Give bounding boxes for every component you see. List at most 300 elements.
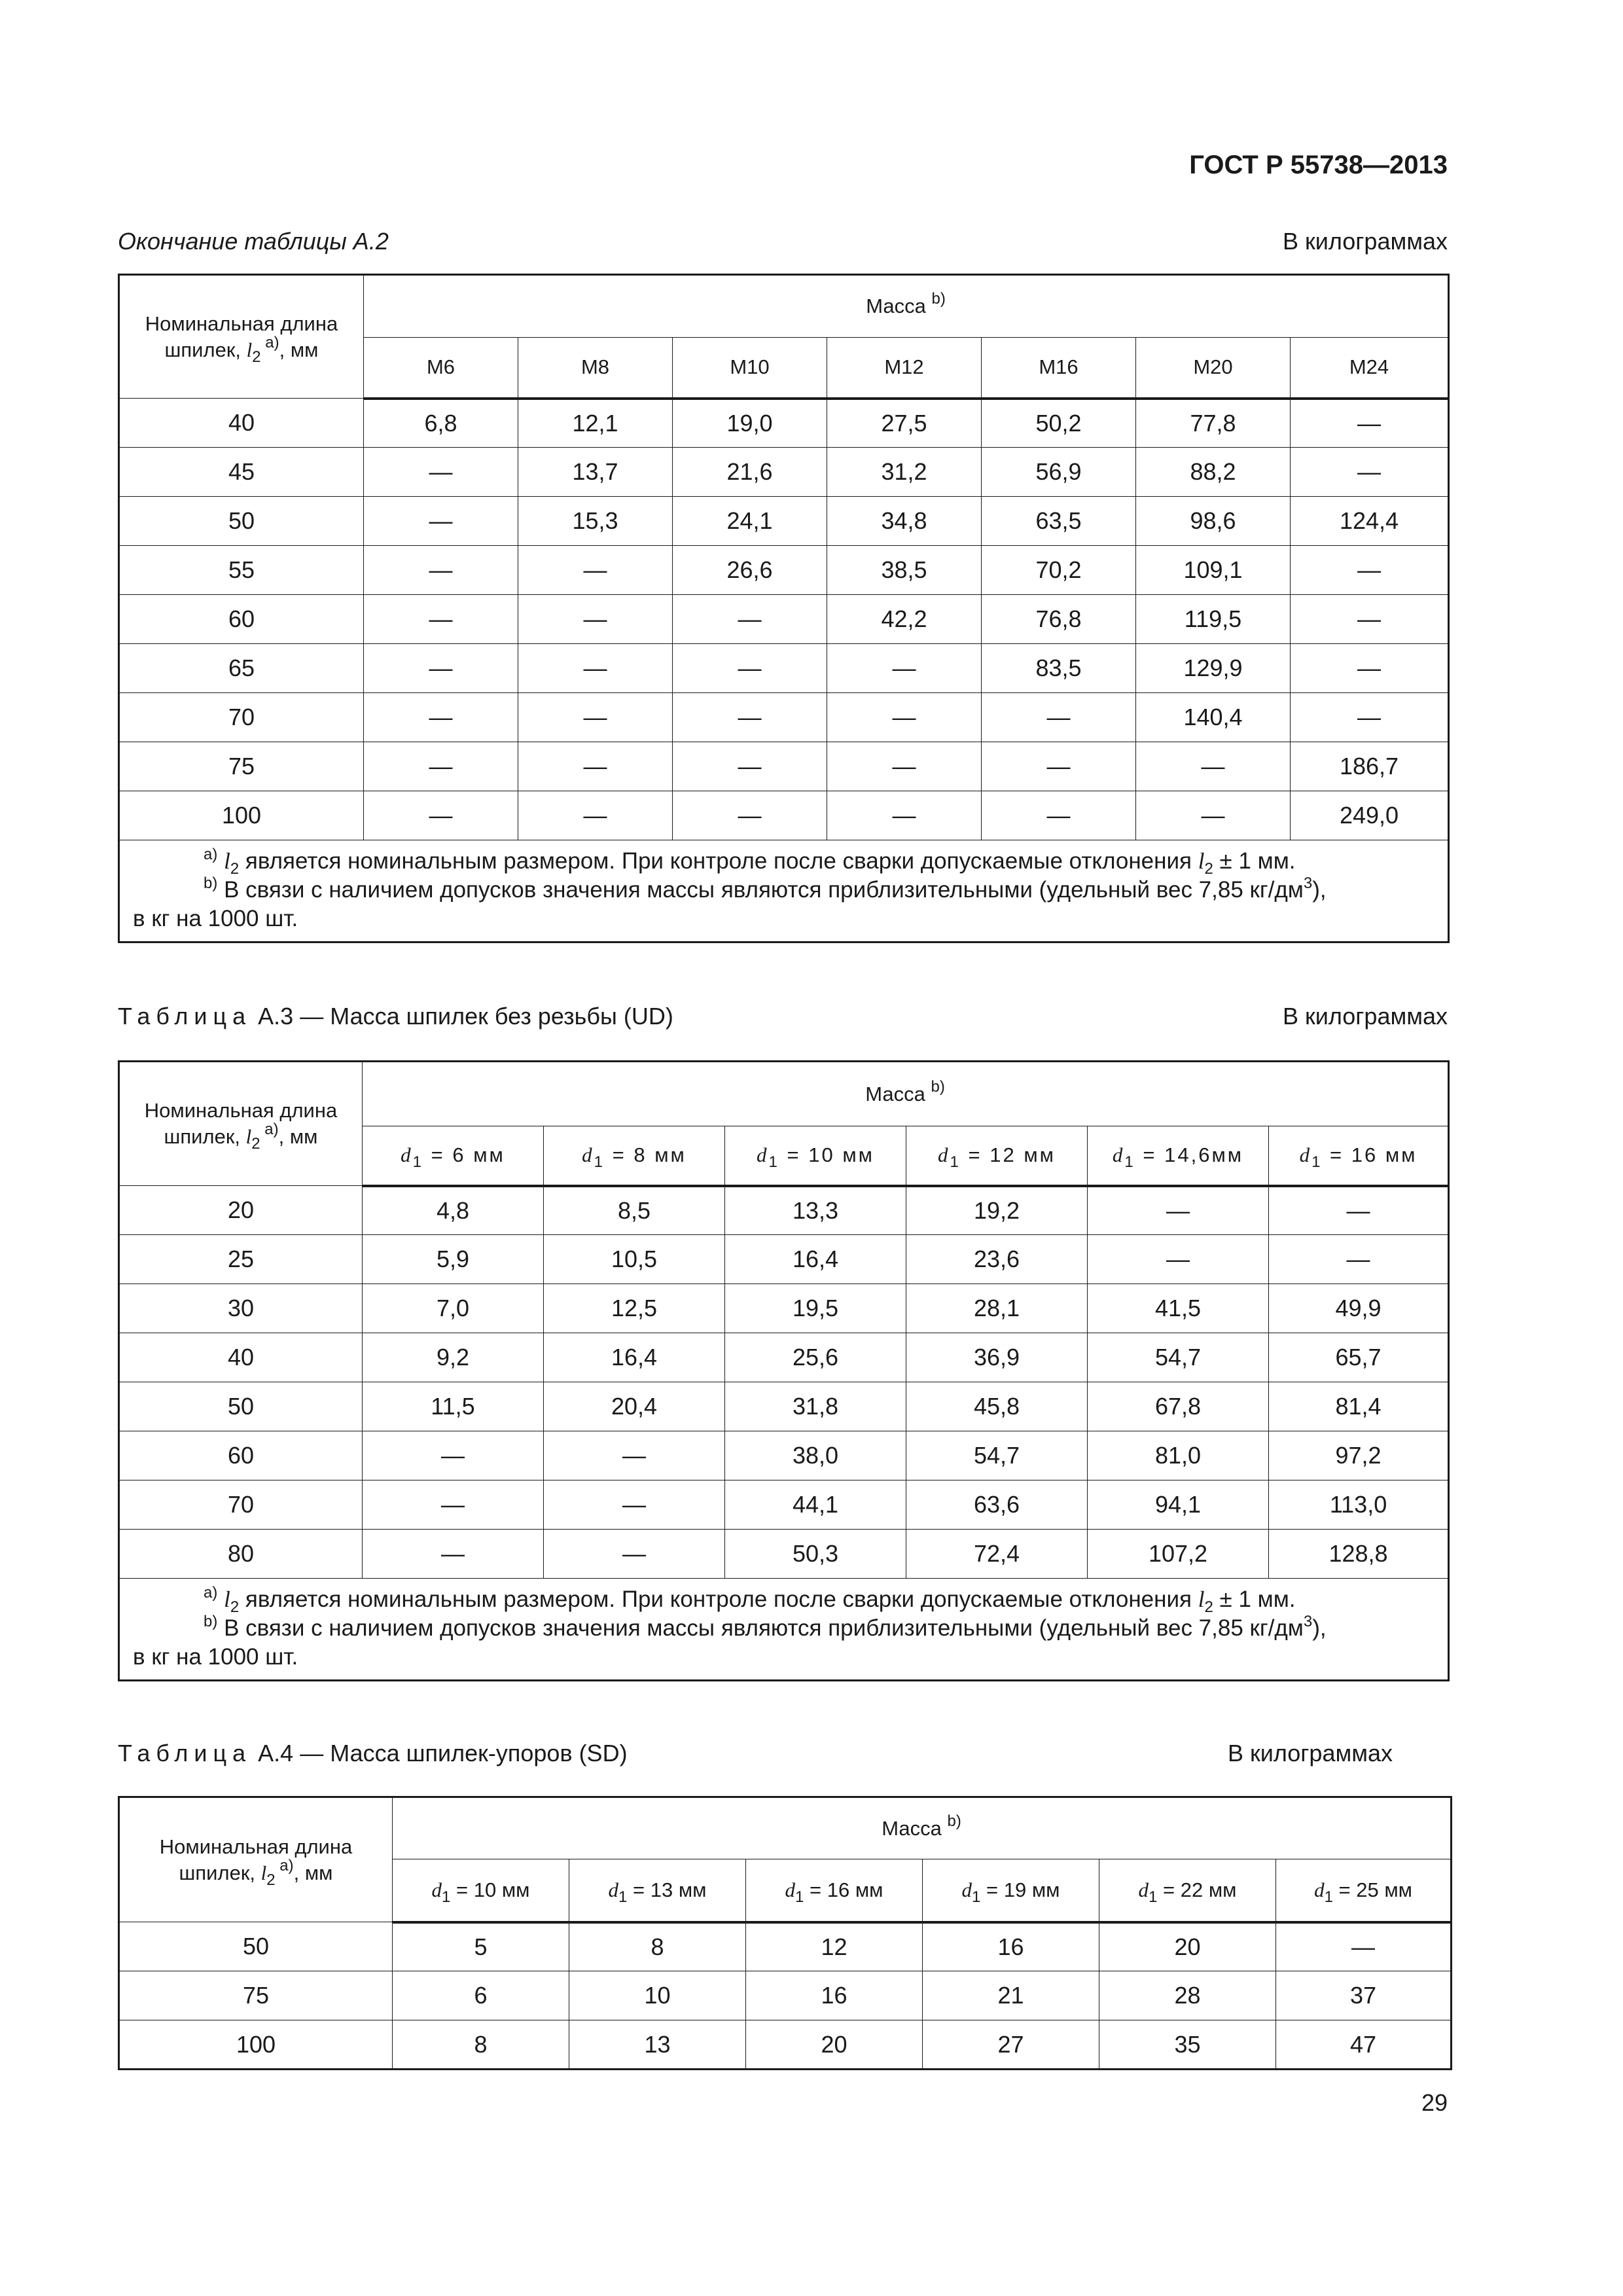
length-header-line1: Номинальная длина bbox=[144, 1099, 338, 1122]
mass-cell: 21 bbox=[923, 1971, 1099, 2020]
column-header bbox=[1088, 1126, 1269, 1186]
mass-cell: 94,1 bbox=[1088, 1480, 1269, 1530]
note-a-var2: l bbox=[1198, 848, 1205, 874]
table-a3-notes bbox=[119, 1579, 1449, 1681]
diameter-var-sub: 1 bbox=[412, 1153, 424, 1172]
diameter-var: d bbox=[961, 1878, 972, 1901]
note-b-line2: в кг на 1000 шт. bbox=[133, 1644, 298, 1670]
diameter-var: d bbox=[785, 1878, 796, 1901]
mass-cell: — bbox=[673, 742, 827, 791]
diameter-value: = 19 мм bbox=[980, 1878, 1060, 1901]
table-a2-mass-header bbox=[364, 275, 1449, 338]
mass-cell: — bbox=[673, 693, 827, 742]
mass-cell: 63,5 bbox=[982, 497, 1136, 546]
mass-cell: — bbox=[1136, 791, 1291, 840]
mass-cell: 13,3 bbox=[725, 1186, 906, 1235]
table-a3-units: В килограммах bbox=[1283, 1003, 1448, 1030]
mass-cell: — bbox=[982, 742, 1136, 791]
mass-cell: — bbox=[673, 595, 827, 644]
length-var: l bbox=[246, 338, 253, 361]
note-b-tail: ), bbox=[1312, 877, 1327, 903]
mass-cell: 31,8 bbox=[725, 1382, 906, 1431]
length-header-unit: , мм bbox=[278, 1125, 318, 1148]
table-a4 bbox=[118, 1796, 1452, 2070]
table-row bbox=[119, 1235, 1449, 1284]
length-header-prefix: шпилек, bbox=[164, 338, 247, 361]
document-header: ГОСТ Р 55738—2013 bbox=[1189, 151, 1448, 179]
note-a-text: является номинальным размером. При контроле после сварки допускаемые отклонения bbox=[239, 848, 1198, 874]
diameter-var-sub: 1 bbox=[972, 1888, 981, 1906]
column-header bbox=[1276, 1859, 1452, 1922]
mass-cell: — bbox=[827, 791, 982, 840]
mass-cell: 16 bbox=[746, 1971, 923, 2020]
length-var: l bbox=[260, 1861, 267, 1884]
mass-cell: — bbox=[1291, 595, 1449, 644]
mass-label: Масса bbox=[865, 1082, 925, 1105]
table-row bbox=[119, 644, 1449, 693]
diameter-var-sub: 1 bbox=[795, 1888, 804, 1906]
note-b-sup: 3 bbox=[1303, 1613, 1313, 1630]
note-b-mark: b) bbox=[204, 874, 218, 892]
mass-cell: 20 bbox=[746, 2020, 923, 2070]
mass-cell: 37 bbox=[1276, 1971, 1452, 2020]
length-var-sub: 2 bbox=[266, 1871, 276, 1889]
mass-cell: 31,2 bbox=[827, 448, 982, 497]
mass-cell: 20 bbox=[1099, 1922, 1276, 1971]
table-a4-caption-row bbox=[118, 1740, 1393, 1767]
mass-cell: 47 bbox=[1276, 2020, 1452, 2070]
diameter-value: = 8 мм bbox=[605, 1143, 687, 1167]
length-cell: 40 bbox=[119, 1333, 363, 1382]
mass-cell: 26,6 bbox=[673, 546, 827, 595]
mass-cell: — bbox=[1291, 448, 1449, 497]
diameter-var-sub: 1 bbox=[1324, 1888, 1333, 1906]
length-cell: 60 bbox=[119, 1431, 363, 1480]
note-a-tail: ± 1 мм. bbox=[1213, 848, 1296, 874]
note-b-mark: b) bbox=[204, 1613, 218, 1630]
mass-cell: 6 bbox=[393, 1971, 569, 2020]
mass-cell: 36,9 bbox=[906, 1333, 1088, 1382]
mass-cell: 49,9 bbox=[1269, 1284, 1449, 1333]
mass-cell: — bbox=[518, 693, 673, 742]
table-a2-notes bbox=[119, 840, 1449, 942]
page-number: 29 bbox=[1421, 2089, 1448, 2116]
note-b-tail: ), bbox=[1312, 1615, 1327, 1641]
length-cell: 75 bbox=[119, 742, 364, 791]
mass-cell: — bbox=[982, 693, 1136, 742]
mass-cell: — bbox=[364, 791, 518, 840]
mass-cell: 20,4 bbox=[544, 1382, 725, 1431]
footnote-a-mark: а) bbox=[275, 1856, 294, 1874]
diameter-var-sub: 1 bbox=[950, 1153, 961, 1172]
note-a-text: является номинальным размером. При контроле после сварки допускаемые отклонения bbox=[239, 1587, 1198, 1612]
mass-cell: — bbox=[518, 644, 673, 693]
table-row bbox=[119, 1922, 1452, 1971]
note-a-sub: 2 bbox=[230, 1598, 240, 1616]
table-row bbox=[119, 546, 1449, 595]
table-row bbox=[119, 1382, 1449, 1431]
mass-cell: 128,8 bbox=[1269, 1530, 1449, 1579]
table-a3-caption bbox=[118, 1003, 673, 1030]
length-var: l bbox=[245, 1125, 252, 1148]
column-header bbox=[725, 1126, 906, 1186]
length-cell: 50 bbox=[119, 497, 364, 546]
length-cell: 40 bbox=[119, 399, 364, 448]
diameter-value: = 6 мм bbox=[423, 1143, 505, 1167]
mass-cell: 5 bbox=[393, 1922, 569, 1971]
mass-cell: — bbox=[518, 742, 673, 791]
mass-cell: 8 bbox=[393, 2020, 569, 2070]
length-cell: 55 bbox=[119, 546, 364, 595]
diameter-value: = 16 мм bbox=[1322, 1143, 1418, 1167]
mass-cell: 16 bbox=[923, 1922, 1099, 1971]
diameter-var: d bbox=[1299, 1143, 1312, 1167]
mass-cell: — bbox=[673, 791, 827, 840]
mass-cell: 50,2 bbox=[982, 399, 1136, 448]
mass-cell: — bbox=[518, 595, 673, 644]
table-a4-units: В килограммах bbox=[1228, 1740, 1393, 1767]
mass-cell: — bbox=[1269, 1235, 1449, 1284]
table-a4-caption-word: Таблица bbox=[118, 1740, 252, 1767]
mass-cell: 186,7 bbox=[1291, 742, 1449, 791]
mass-cell: — bbox=[1088, 1235, 1269, 1284]
mass-cell: — bbox=[364, 644, 518, 693]
mass-cell: 72,4 bbox=[906, 1530, 1088, 1579]
column-header bbox=[363, 1126, 544, 1186]
table-row bbox=[119, 1284, 1449, 1333]
table-row bbox=[119, 448, 1449, 497]
table-row bbox=[119, 399, 1449, 448]
mass-cell: 107,2 bbox=[1088, 1530, 1269, 1579]
table-row bbox=[119, 2020, 1452, 2070]
mass-cell: 38,0 bbox=[725, 1431, 906, 1480]
table-a2-caption: Окончание таблицы А.2 bbox=[118, 228, 389, 255]
note-a-tail: ± 1 мм. bbox=[1213, 1587, 1296, 1612]
mass-cell: 45,8 bbox=[906, 1382, 1088, 1431]
mass-cell: — bbox=[363, 1480, 544, 1530]
mass-label: Масса bbox=[882, 1816, 942, 1840]
length-cell: 100 bbox=[119, 791, 364, 840]
diameter-var-sub: 1 bbox=[1149, 1888, 1158, 1906]
mass-cell: 6,8 bbox=[364, 399, 518, 448]
diameter-value: = 12 мм bbox=[960, 1143, 1056, 1167]
column-header bbox=[746, 1859, 923, 1922]
mass-cell: 65,7 bbox=[1269, 1333, 1449, 1382]
mass-cell: 54,7 bbox=[1088, 1333, 1269, 1382]
mass-cell: 124,4 bbox=[1291, 497, 1449, 546]
table-a2-body bbox=[119, 399, 1449, 840]
note-a-var: l bbox=[224, 848, 230, 874]
table-a3-caption-word: Таблица bbox=[118, 1003, 252, 1030]
mass-cell: — bbox=[827, 644, 982, 693]
mass-cell: 23,6 bbox=[906, 1235, 1088, 1284]
mass-cell: 70,2 bbox=[982, 546, 1136, 595]
mass-cell: 9,2 bbox=[363, 1333, 544, 1382]
length-cell: 100 bbox=[119, 2020, 393, 2070]
diameter-var-sub: 1 bbox=[442, 1888, 451, 1906]
column-header: М20 bbox=[1136, 338, 1291, 399]
footnote-a-mark: а) bbox=[260, 1121, 279, 1138]
table-a2-length-header bbox=[119, 275, 364, 399]
note-a-mark: а) bbox=[204, 846, 218, 863]
note-a-mark: а) bbox=[204, 1584, 218, 1602]
mass-cell: 19,5 bbox=[725, 1284, 906, 1333]
mass-cell: 10,5 bbox=[544, 1235, 725, 1284]
mass-cell: 88,2 bbox=[1136, 448, 1291, 497]
table-a3-mass-header bbox=[363, 1062, 1449, 1126]
column-header: М24 bbox=[1291, 338, 1449, 399]
table-a3-caption-row bbox=[118, 1003, 1448, 1030]
column-header bbox=[544, 1126, 725, 1186]
length-cell: 20 bbox=[119, 1186, 363, 1235]
table-row bbox=[119, 1530, 1449, 1579]
footnote-b-mark: b) bbox=[931, 1077, 945, 1096]
mass-cell: — bbox=[364, 497, 518, 546]
footnote-a-mark: а) bbox=[260, 333, 279, 351]
mass-cell: — bbox=[363, 1431, 544, 1480]
mass-cell: 10 bbox=[569, 1971, 746, 2020]
mass-cell: 28,1 bbox=[906, 1284, 1088, 1333]
table-row bbox=[119, 1971, 1452, 2020]
diameter-var: d bbox=[1138, 1878, 1149, 1901]
diameter-value: = 13 мм bbox=[627, 1878, 707, 1901]
mass-cell: — bbox=[518, 546, 673, 595]
diameter-var: d bbox=[582, 1143, 594, 1167]
length-cell: 45 bbox=[119, 448, 364, 497]
mass-cell: 76,8 bbox=[982, 595, 1136, 644]
mass-cell: 129,9 bbox=[1136, 644, 1291, 693]
diameter-var: d bbox=[1112, 1143, 1125, 1167]
mass-cell: 13 bbox=[569, 2020, 746, 2070]
diameter-var-sub: 1 bbox=[594, 1153, 605, 1172]
mass-cell: 11,5 bbox=[363, 1382, 544, 1431]
mass-cell: 56,9 bbox=[982, 448, 1136, 497]
mass-cell: 16,4 bbox=[544, 1333, 725, 1382]
mass-cell: 13,7 bbox=[518, 448, 673, 497]
table-row bbox=[119, 595, 1449, 644]
column-header bbox=[1099, 1859, 1276, 1922]
length-header-line1: Номинальная длина bbox=[159, 1835, 353, 1858]
mass-cell: 19,2 bbox=[906, 1186, 1088, 1235]
mass-cell: — bbox=[544, 1480, 725, 1530]
mass-cell: 50,3 bbox=[725, 1530, 906, 1579]
table-a2-caption-row bbox=[118, 228, 1448, 255]
column-header bbox=[906, 1126, 1088, 1186]
mass-cell: — bbox=[364, 742, 518, 791]
mass-cell: 35 bbox=[1099, 2020, 1276, 2070]
column-header bbox=[569, 1859, 746, 1922]
note-b-text: В связи с наличием допусков значения массы являются приблизительными (удельный вес 7,85 кг/дм bbox=[217, 1615, 1304, 1641]
mass-cell: — bbox=[364, 546, 518, 595]
mass-cell: 4,8 bbox=[363, 1186, 544, 1235]
length-cell: 75 bbox=[119, 1971, 393, 2020]
length-cell: 80 bbox=[119, 1530, 363, 1579]
table-a4-mass-header bbox=[393, 1797, 1452, 1859]
mass-cell: 21,6 bbox=[673, 448, 827, 497]
length-cell: 65 bbox=[119, 644, 364, 693]
mass-cell: — bbox=[1276, 1922, 1452, 1971]
table-a4-caption bbox=[118, 1740, 628, 1767]
length-header-unit: , мм bbox=[293, 1861, 333, 1884]
mass-cell: 25,6 bbox=[725, 1333, 906, 1382]
mass-cell: — bbox=[544, 1530, 725, 1579]
mass-cell: — bbox=[673, 644, 827, 693]
mass-cell: 42,2 bbox=[827, 595, 982, 644]
column-header bbox=[1269, 1126, 1449, 1186]
table-a2-units: В килограммах bbox=[1283, 228, 1448, 255]
table-row bbox=[119, 1186, 1449, 1235]
mass-cell: 113,0 bbox=[1269, 1480, 1449, 1530]
diameter-value: = 14,6мм bbox=[1135, 1143, 1244, 1167]
mass-cell: 41,5 bbox=[1088, 1284, 1269, 1333]
diameter-value: = 22 мм bbox=[1157, 1878, 1237, 1901]
column-header: М6 bbox=[364, 338, 518, 399]
length-header-prefix: шпилек, bbox=[164, 1125, 246, 1148]
diameter-var: d bbox=[431, 1878, 442, 1901]
length-cell: 70 bbox=[119, 1480, 363, 1530]
mass-cell: 24,1 bbox=[673, 497, 827, 546]
diameter-var: d bbox=[757, 1143, 769, 1167]
length-var-sub: 2 bbox=[251, 1135, 260, 1153]
length-cell: 25 bbox=[119, 1235, 363, 1284]
mass-cell: — bbox=[1136, 742, 1291, 791]
mass-cell: 8,5 bbox=[544, 1186, 725, 1235]
footnote-b-mark: b) bbox=[931, 290, 946, 308]
mass-cell: 38,5 bbox=[827, 546, 982, 595]
mass-cell: — bbox=[1291, 693, 1449, 742]
table-row bbox=[119, 791, 1449, 840]
column-header: М12 bbox=[827, 338, 982, 399]
mass-cell: 63,6 bbox=[906, 1480, 1088, 1530]
mass-cell: 140,4 bbox=[1136, 693, 1291, 742]
mass-cell: 16,4 bbox=[725, 1235, 906, 1284]
mass-cell: 109,1 bbox=[1136, 546, 1291, 595]
mass-cell: — bbox=[1269, 1186, 1449, 1235]
diameter-value: = 25 мм bbox=[1332, 1878, 1412, 1901]
column-header: М16 bbox=[982, 338, 1136, 399]
length-header-unit: , мм bbox=[279, 338, 319, 361]
mass-cell: 119,5 bbox=[1136, 595, 1291, 644]
mass-cell: — bbox=[827, 693, 982, 742]
mass-cell: 98,6 bbox=[1136, 497, 1291, 546]
mass-cell: — bbox=[1088, 1186, 1269, 1235]
table-a3-body bbox=[119, 1186, 1449, 1579]
column-header: М8 bbox=[518, 338, 673, 399]
diameter-var-sub: 1 bbox=[1124, 1153, 1135, 1172]
note-b bbox=[133, 876, 1437, 905]
diameter-var-sub: 1 bbox=[1311, 1153, 1323, 1172]
table-row bbox=[119, 693, 1449, 742]
table-a3-caption-rest: А.3 — Масса шпилек без резьбы (UD) bbox=[251, 1003, 673, 1030]
diameter-var: d bbox=[938, 1143, 950, 1167]
column-header bbox=[393, 1859, 569, 1922]
diameter-value: = 16 мм bbox=[804, 1878, 883, 1901]
mass-cell: 12,5 bbox=[544, 1284, 725, 1333]
mass-cell: 12 bbox=[746, 1922, 923, 1971]
mass-cell: — bbox=[982, 791, 1136, 840]
diameter-value: = 10 мм bbox=[450, 1878, 530, 1901]
mass-cell: 249,0 bbox=[1291, 791, 1449, 840]
diameter-var-sub: 1 bbox=[768, 1153, 779, 1172]
mass-cell: 19,0 bbox=[673, 399, 827, 448]
table-a3 bbox=[118, 1060, 1450, 1681]
table-row bbox=[119, 497, 1449, 546]
table-row bbox=[119, 742, 1449, 791]
mass-cell: 34,8 bbox=[827, 497, 982, 546]
note-a bbox=[133, 1585, 1437, 1614]
mass-cell: — bbox=[1291, 644, 1449, 693]
mass-cell: 97,2 bbox=[1269, 1431, 1449, 1480]
table-row bbox=[119, 1431, 1449, 1480]
mass-label: Масса bbox=[866, 295, 926, 317]
table-a4-length-header bbox=[119, 1797, 393, 1922]
length-cell: 70 bbox=[119, 693, 364, 742]
diameter-var: d bbox=[608, 1878, 619, 1901]
diameter-value: = 10 мм bbox=[779, 1143, 874, 1167]
mass-cell: 27,5 bbox=[827, 399, 982, 448]
diameter-var: d bbox=[1314, 1878, 1325, 1901]
length-header-line1: Номинальная длина bbox=[145, 312, 338, 335]
length-var-sub: 2 bbox=[252, 348, 261, 366]
table-a4-caption-rest: А.4 — Масса шпилек-упоров (SD) bbox=[251, 1740, 628, 1767]
mass-cell: — bbox=[364, 448, 518, 497]
note-b-sup: 3 bbox=[1303, 874, 1313, 892]
note-b bbox=[133, 1614, 1437, 1643]
note-b-text: В связи с наличием допусков значения массы являются приблизительными (удельный вес 7,85 кг/дм bbox=[217, 877, 1304, 903]
column-header: М10 bbox=[673, 338, 827, 399]
mass-cell: — bbox=[518, 791, 673, 840]
mass-cell: 81,4 bbox=[1269, 1382, 1449, 1431]
table-a2 bbox=[118, 274, 1450, 943]
mass-cell: 27 bbox=[923, 2020, 1099, 2070]
table-row bbox=[119, 1480, 1449, 1530]
note-b-line2: в кг на 1000 шт. bbox=[133, 906, 298, 931]
mass-cell: — bbox=[1291, 399, 1449, 448]
length-cell: 30 bbox=[119, 1284, 363, 1333]
mass-cell: — bbox=[544, 1431, 725, 1480]
mass-cell: 81,0 bbox=[1088, 1431, 1269, 1480]
mass-cell: 44,1 bbox=[725, 1480, 906, 1530]
mass-cell: 54,7 bbox=[906, 1431, 1088, 1480]
mass-cell: 28 bbox=[1099, 1971, 1276, 2020]
column-header bbox=[923, 1859, 1099, 1922]
note-a-var2: l bbox=[1198, 1587, 1205, 1612]
length-cell: 50 bbox=[119, 1382, 363, 1431]
mass-cell: 67,8 bbox=[1088, 1382, 1269, 1431]
table-a3-length-header bbox=[119, 1062, 363, 1186]
mass-cell: — bbox=[364, 595, 518, 644]
mass-cell: 5,9 bbox=[363, 1235, 544, 1284]
mass-cell: 15,3 bbox=[518, 497, 673, 546]
length-cell: 50 bbox=[119, 1922, 393, 1971]
table-a4-body bbox=[119, 1922, 1452, 2070]
diameter-var-sub: 1 bbox=[618, 1888, 628, 1906]
table-row bbox=[119, 1333, 1449, 1382]
length-header-prefix: шпилек, bbox=[179, 1861, 261, 1884]
mass-cell: — bbox=[364, 693, 518, 742]
length-cell: 60 bbox=[119, 595, 364, 644]
note-a-var: l bbox=[224, 1587, 230, 1612]
mass-cell: 77,8 bbox=[1136, 399, 1291, 448]
note-a-sub: 2 bbox=[230, 860, 240, 878]
footnote-b-mark: b) bbox=[947, 1812, 961, 1830]
mass-cell: 7,0 bbox=[363, 1284, 544, 1333]
note-a-sub2: 2 bbox=[1204, 860, 1213, 878]
mass-cell: — bbox=[827, 742, 982, 791]
mass-cell: 83,5 bbox=[982, 644, 1136, 693]
mass-cell: 8 bbox=[569, 1922, 746, 1971]
mass-cell: — bbox=[363, 1530, 544, 1579]
